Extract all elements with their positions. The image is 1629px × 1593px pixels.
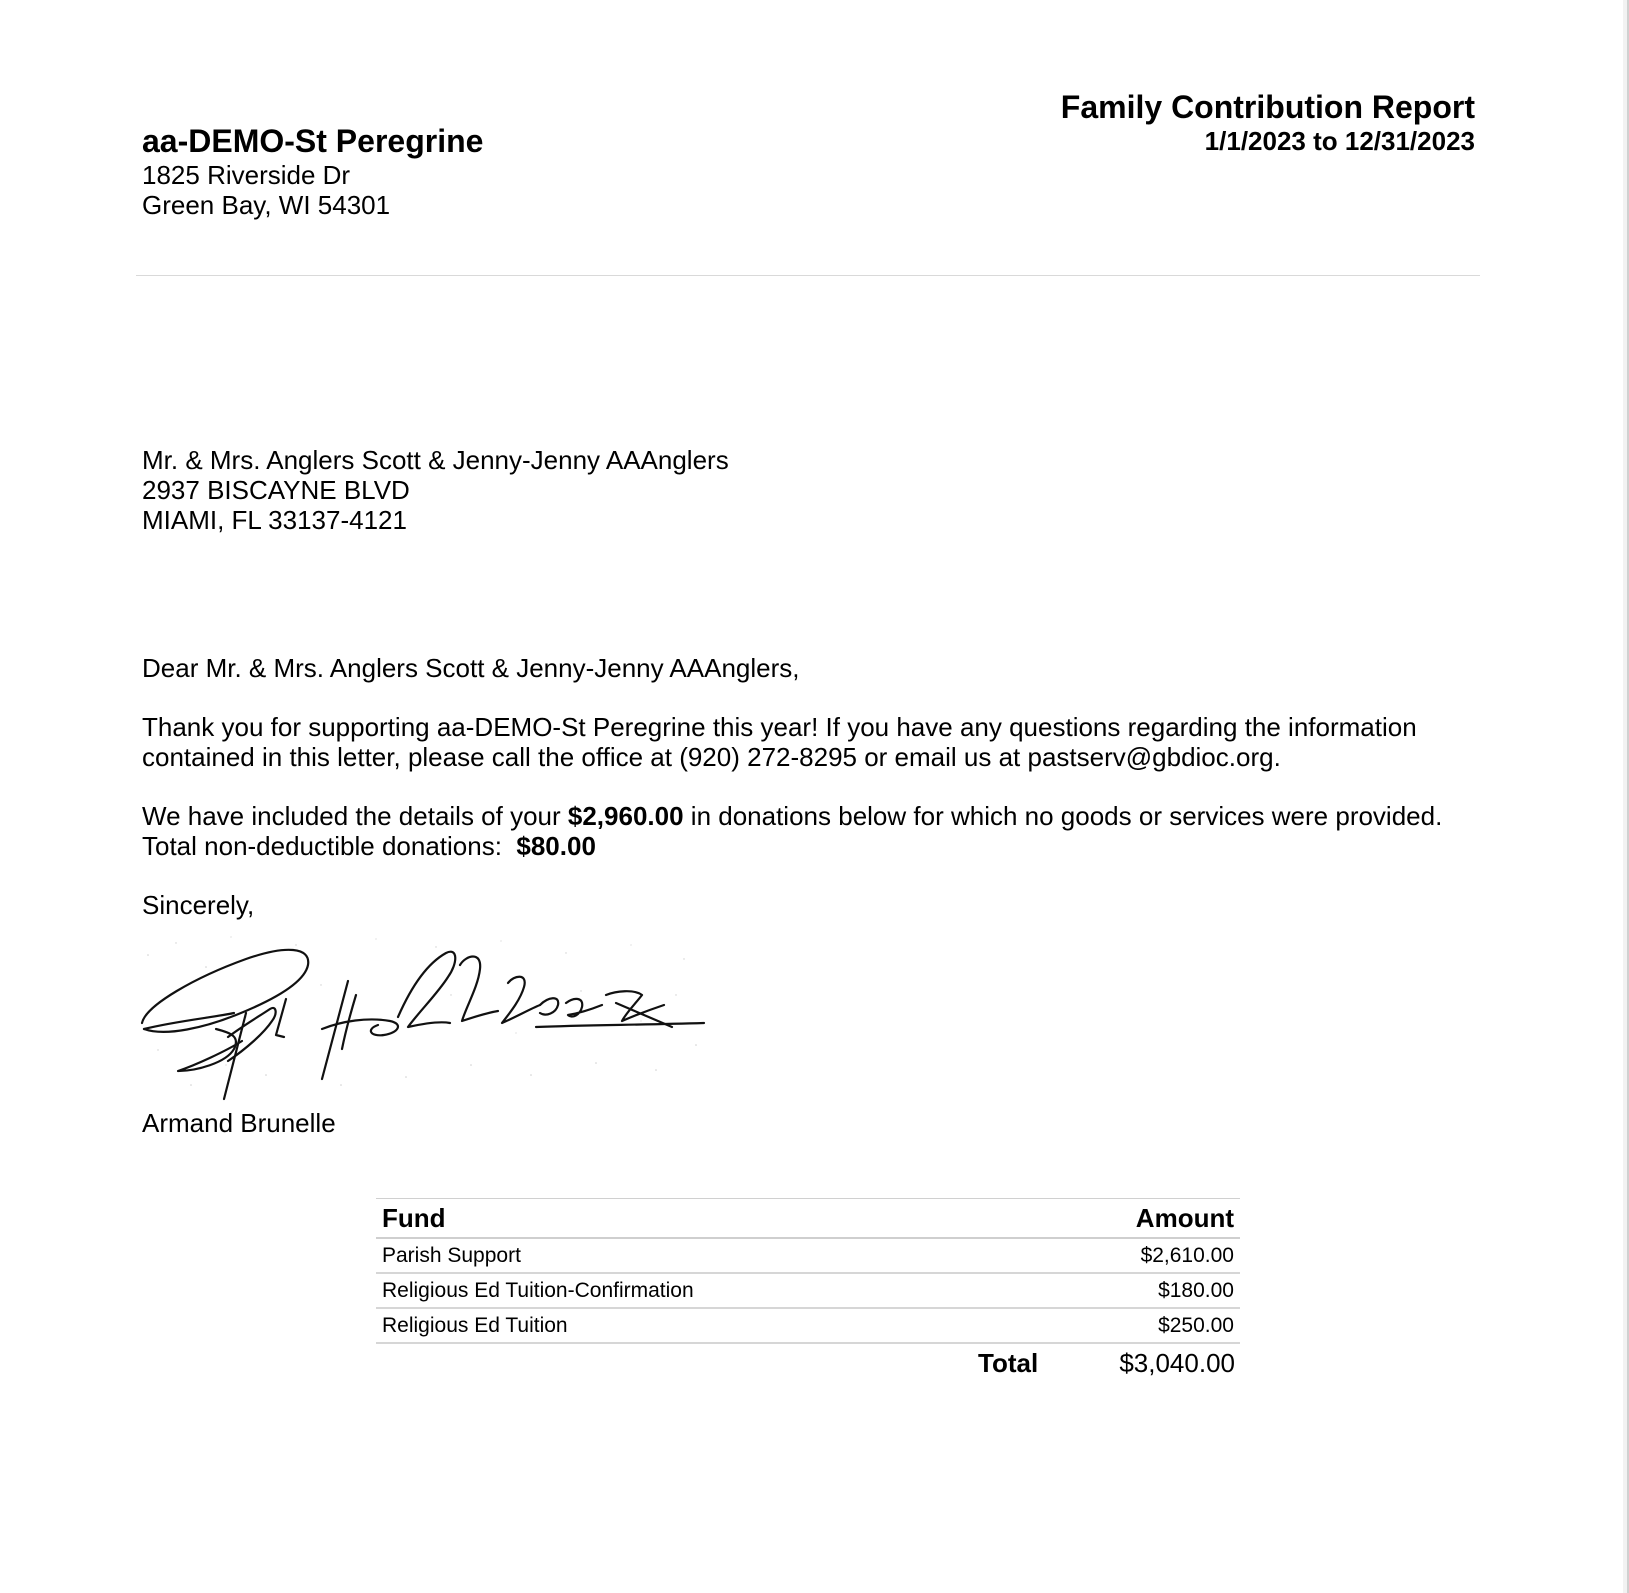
table-row — [376, 1273, 1240, 1308]
fund-cell: Religious Ed Tuition — [376, 1308, 1021, 1343]
report-title: Family Contribution Report — [1060, 89, 1475, 125]
report-date-range: 1/1/2023 to 12/31/2023 — [1204, 126, 1475, 156]
closing: Sincerely, — [142, 890, 255, 920]
table-row — [376, 1308, 1240, 1343]
amount-cell: $2,610.00 — [1021, 1238, 1240, 1273]
column-header-fund: Fund — [376, 1199, 1021, 1239]
paragraph-gap — [142, 683, 1482, 712]
header-divider — [136, 275, 1480, 276]
recipient-name: Mr. & Mrs. Anglers Scott & Jenny-Jenny AAAnglers — [142, 445, 729, 475]
fund-cell: Parish Support — [376, 1238, 1021, 1273]
amount-cell: $180.00 — [1021, 1273, 1240, 1308]
amount-cell: $250.00 — [1021, 1308, 1240, 1343]
recipient-address-line2: MIAMI, FL 33137-4121 — [142, 505, 407, 535]
organization-address-line2: Green Bay, WI 54301 — [142, 190, 391, 220]
paragraph-2-prefix: We have included the details of your — [142, 801, 568, 831]
paragraph-2-line-2 — [142, 831, 1482, 861]
paragraph-1-line-2: contained in this letter, please call the office at (920) 272-8295 or email us at pastserv@gbdioc.org. — [142, 742, 1281, 772]
non-deductible-amount: $80.00 — [516, 831, 596, 861]
report-header — [1061, 88, 1475, 156]
paragraph-gap — [142, 772, 1482, 801]
signature-image — [136, 925, 710, 1101]
paragraph-1-line-1: Thank you for supporting aa-DEMO-St Peregrine this year! If you have any questions regarding the information — [142, 712, 1417, 742]
letter-body — [142, 653, 1482, 920]
paragraph-2-suffix: in donations below for which no goods or services were provided. — [683, 801, 1443, 831]
fund-table — [376, 1198, 1240, 1344]
table-header-row — [376, 1199, 1240, 1239]
paragraph-gap — [142, 861, 1482, 890]
total-value: $3,040.00 — [1119, 1348, 1235, 1378]
organization-name: aa-DEMO-St Peregrine — [142, 123, 484, 159]
salutation: Dear Mr. & Mrs. Anglers Scott & Jenny-Jenny AAAnglers, — [142, 653, 800, 683]
non-deductible-label: Total non-deductible donations: — [142, 831, 517, 861]
organization-block — [142, 122, 483, 220]
donation-amount: $2,960.00 — [567, 801, 684, 831]
signer-name: Armand Brunelle — [142, 1108, 336, 1138]
recipient-address-block — [142, 445, 729, 535]
column-header-amount: Amount — [1021, 1199, 1240, 1239]
table-row — [376, 1238, 1240, 1273]
paragraph-2-line-1 — [142, 801, 1482, 831]
organization-address-line1: 1825 Riverside Dr — [142, 160, 351, 190]
fund-cell: Religious Ed Tuition-Confirmation — [376, 1273, 1021, 1308]
recipient-address-line1: 2937 BISCAYNE BLVD — [142, 475, 410, 505]
total-label: Total — [978, 1348, 1039, 1378]
